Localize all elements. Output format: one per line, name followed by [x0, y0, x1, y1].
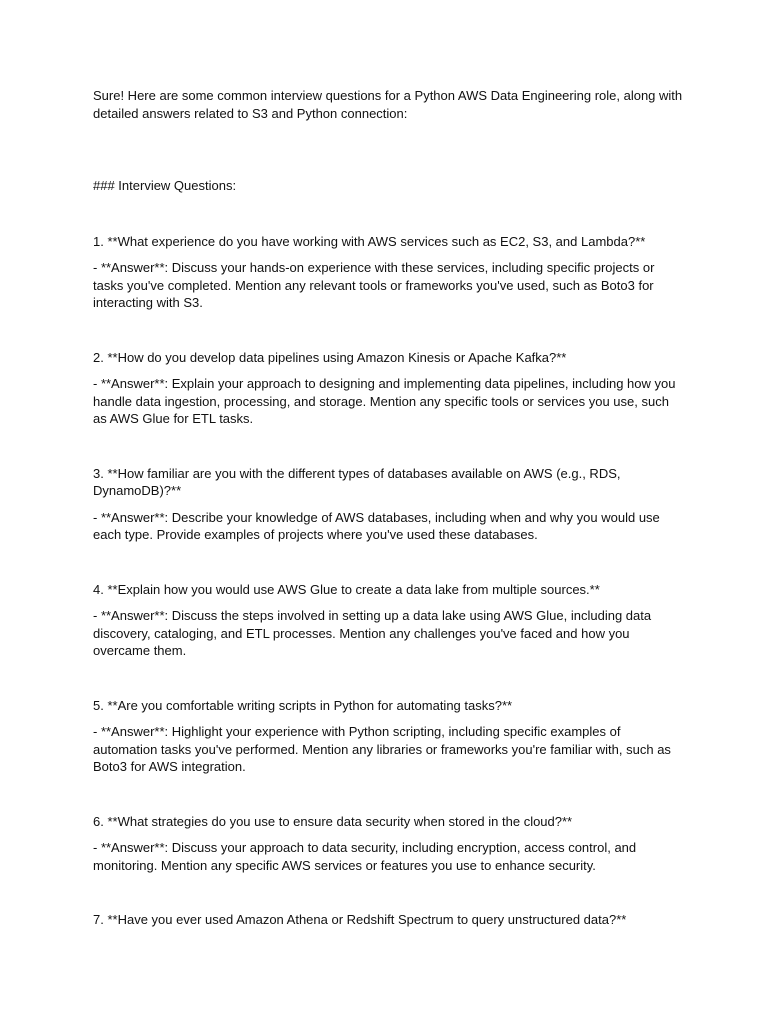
- question-text: 3. **How familiar are you with the different types of databases available on AWS (e.g., RDS, DynamoDB)?**: [93, 465, 621, 498]
- answer-text: - **Answer**: Describe your knowledge of AWS databases, including when and why you would use each type. Provide examples of projects where you've used these databases.: [93, 509, 660, 542]
- answer-text: - **Answer**: Discuss your approach to data security, including encryption, access control, and monitoring. Mention any specific AWS services or features you use to enhance security.: [93, 840, 637, 873]
- qa-item-7: [93, 911, 683, 929]
- document-page: [93, 87, 683, 938]
- question-text: 7. **Have you ever used Amazon Athena or Redshift Spectrum to query unstructured data?**: [93, 912, 627, 927]
- qa-item-5: [93, 697, 683, 776]
- qa-item-1: [93, 233, 683, 312]
- intro-paragraph: Sure! Here are some common interview questions for a Python AWS Data Engineering role, along with detailed answers related to S3 and Python connection:: [93, 88, 683, 121]
- question-text: 4. **Explain how you would use AWS Glue to create a data lake from multiple sources.**: [93, 581, 600, 597]
- answer-text: - **Answer**: Highlight your experience with Python scripting, including specific examples of automation tasks you've performed. Mention any libraries or frameworks you're familiar with, such as Boto3 for AWS integration.: [93, 724, 671, 774]
- qa-item-6: [93, 813, 683, 875]
- question-text: 6. **What strategies do you use to ensure data security when stored in the cloud?**: [93, 813, 573, 829]
- question-text: 2. **How do you develop data pipelines using Amazon Kinesis or Apache Kafka?**: [93, 349, 567, 365]
- section-heading: ### Interview Questions:: [93, 178, 237, 193]
- answer-text: - **Answer**: Discuss the steps involved in setting up a data lake using AWS Glue, including data discovery, cataloging, and ETL processes. Mention any challenges you've faced and how you overcame them.: [93, 608, 652, 658]
- question-text: 5. **Are you comfortable writing scripts in Python for automating tasks?**: [93, 697, 513, 713]
- qa-item-4: [93, 581, 683, 660]
- question-text: 1. **What experience do you have working with AWS services such as EC2, S3, and Lambda?**: [93, 233, 646, 249]
- answer-text: - **Answer**: Discuss your hands-on experience with these services, including specific projects or tasks you've completed. Mention any relevant tools or frameworks you've used, such as Boto3 for interacting with S3.: [93, 260, 655, 310]
- qa-item-3: [93, 465, 683, 544]
- qa-item-2: [93, 349, 683, 428]
- answer-text: - **Answer**: Explain your approach to designing and implementing data pipelines, including how you handle data ingestion, processing, and storage. Mention any specific tools or services you use, such as AWS Glue for ETL tasks.: [93, 376, 676, 426]
